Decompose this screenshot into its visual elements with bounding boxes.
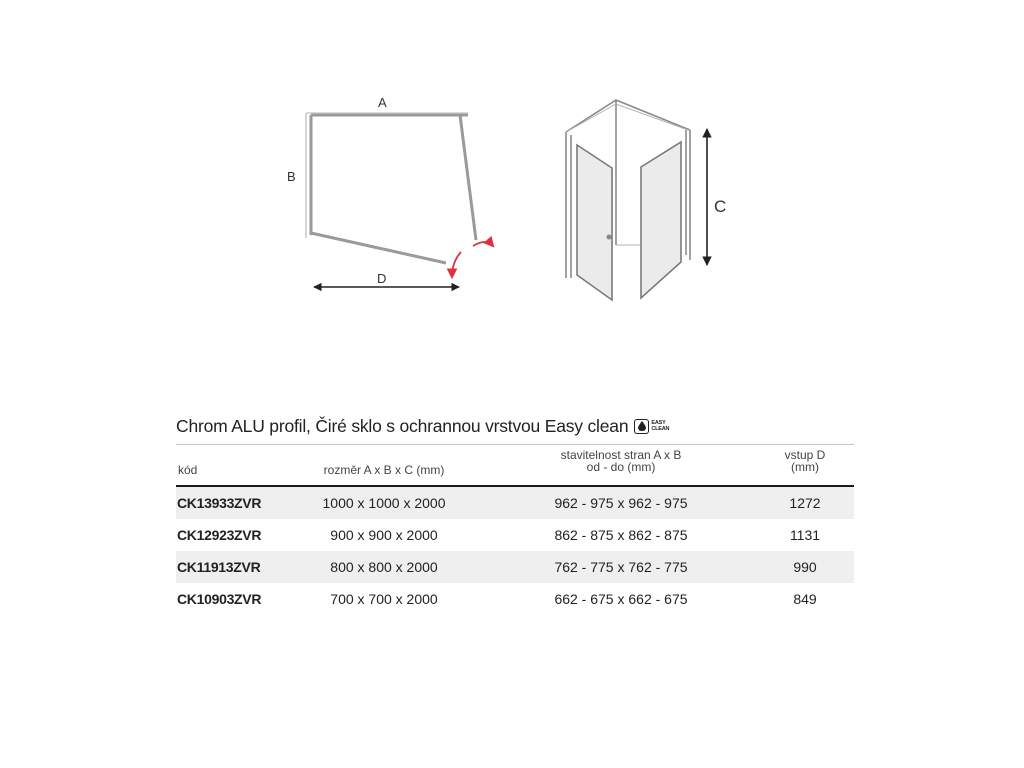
table-row	[176, 551, 854, 583]
header-adjust-line2: od - do (mm)	[586, 460, 656, 474]
shower-diagram	[0, 0, 1024, 330]
table-row	[176, 583, 854, 615]
cell-adjust: 962 - 975 x 962 - 975	[554, 495, 688, 511]
header-code: kód	[178, 463, 198, 477]
table-row	[176, 519, 854, 551]
table-row	[176, 487, 854, 519]
cell-code: CK12923ZVR	[177, 527, 262, 543]
cell-code: CK10903ZVR	[177, 591, 262, 607]
badge-line2: CLEAN	[651, 426, 670, 432]
label-c: C	[714, 197, 727, 216]
cell-code: CK13933ZVR	[177, 495, 262, 511]
badge-line1: EASY	[651, 420, 666, 426]
cell-entry: 1272	[789, 495, 821, 511]
label-d: D	[377, 271, 387, 286]
cell-adjust: 662 - 675 x 662 - 675	[554, 591, 688, 607]
label-b: B	[287, 169, 296, 184]
plan-view	[306, 113, 493, 287]
cell-entry: 849	[793, 591, 817, 607]
cell-entry: 990	[793, 559, 817, 575]
cell-size: 900 x 900 x 2000	[330, 527, 438, 543]
header-entry-line1: vstup D	[784, 448, 826, 462]
cell-size: 800 x 800 x 2000	[330, 559, 438, 575]
header-entry	[736, 449, 874, 473]
cell-adjust: 762 - 775 x 762 - 775	[554, 559, 688, 575]
cell-adjust: 862 - 875 x 862 - 875	[554, 527, 688, 543]
header-entry-line2: (mm)	[791, 460, 819, 474]
cell-entry: 1131	[789, 527, 821, 543]
spec-title-row	[176, 412, 854, 440]
cell-size: 700 x 700 x 2000	[330, 591, 438, 607]
label-a: A	[378, 95, 387, 110]
table-header	[176, 445, 854, 487]
spec-title: Chrom ALU profil, Čiré sklo s ochrannou vrstvou Easy clean	[176, 415, 629, 436]
cell-size: 1000 x 1000 x 2000	[322, 495, 446, 511]
header-adjust	[506, 449, 736, 473]
cell-code: CK11913ZVR	[177, 559, 261, 575]
easy-clean-badge	[634, 419, 669, 434]
water-drop-icon	[634, 419, 649, 434]
perspective-view	[566, 100, 690, 300]
header-adjust-line1: stavitelnost stran A x B	[560, 448, 682, 462]
header-size: rozměr A x B x C (mm)	[323, 463, 445, 477]
spec-section	[176, 412, 854, 615]
